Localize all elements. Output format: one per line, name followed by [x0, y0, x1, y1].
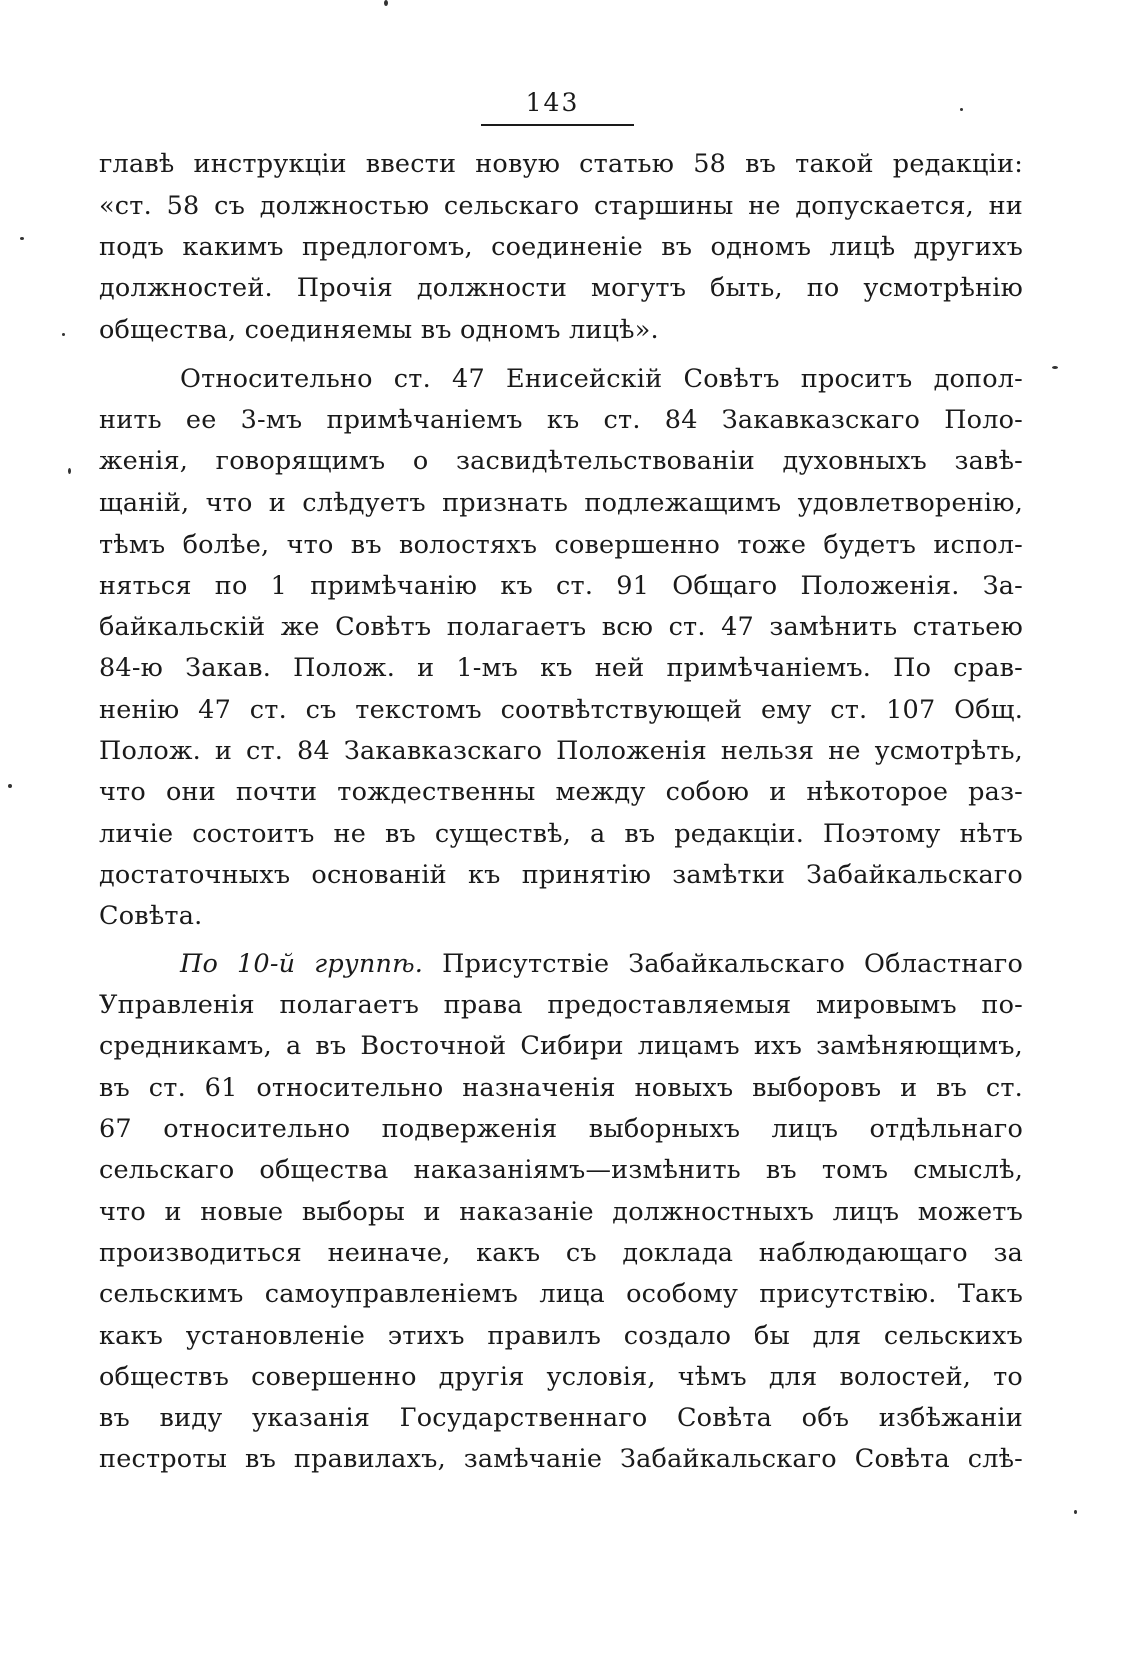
paragraph-3-line: какъ установленіе этихъ правилъ создало бы для сельскихъ: [99, 1321, 1023, 1351]
paragraph-2-line: байкальскій же Совѣтъ полагаетъ всю ст. 47 замѣнить статьею: [99, 612, 1023, 642]
scan-speck: [68, 468, 71, 474]
paragraph-2-line: тѣмъ болѣе, что въ волостяхъ совершенно тоже будетъ испол-: [99, 530, 1023, 560]
scan-speck: [1052, 366, 1058, 369]
paragraph-2-line: Совѣта.: [99, 901, 203, 931]
paragraph-3-line: пестроты въ правилахъ, замѣчаніе Забайкальскаго Совѣта слѣ-: [99, 1444, 1023, 1474]
paragraph-3-first-line-text: Присутствіе Забайкальскаго Областнаго: [442, 949, 1024, 979]
paragraph-1-line: подъ какимъ предлогомъ, соединеніе въ одномъ лицѣ другихъ: [99, 232, 1023, 262]
paragraph-2-line: ненію 47 ст. съ текстомъ соотвѣтствующей ему ст. 107 Общ.: [99, 695, 1023, 725]
paragraph-3-line: производиться неиначе, какъ съ доклада наблюдающаго за: [99, 1238, 1023, 1268]
paragraph-3-line: 67 относительно подверженія выборныхъ лицъ отдѣльнаго: [99, 1114, 1023, 1144]
paragraph-1-line: «ст. 58 съ должностью сельскаго старшины не допускается, ни: [99, 191, 1023, 221]
paragraph-2-line: достаточныхъ основаній къ принятію замѣтки Забайкальскаго: [99, 860, 1023, 890]
paragraph-3-line: въ ст. 61 относительно назначенія новыхъ выборовъ и въ ст.: [99, 1073, 1023, 1103]
paragraph-2-line: женія, говорящимъ о засвидѣтельствованіи духовныхъ завѣ-: [99, 446, 1023, 476]
scan-speck: [384, 0, 388, 6]
paragraph-3-first-line: [180, 945, 1023, 983]
scan-speck: [8, 784, 12, 788]
paragraph-3-line: Управленія полагаетъ права предоставляемыя мировымъ по-: [99, 990, 1023, 1020]
paragraph-2-line: щаній, что и слѣдуетъ признать подлежащимъ удовлетворенію,: [99, 488, 1023, 518]
page-number-rule: [481, 124, 634, 126]
paragraph-2-line: няться по 1 примѣчанію къ ст. 91 Общаго Положенія. За-: [99, 571, 1023, 601]
page-number: 143: [525, 88, 580, 117]
paragraph-2-line: Относительно ст. 47 Енисейскій Совѣтъ проситъ допол-: [180, 364, 1023, 394]
paragraph-2-line: 84-ю Закав. Полож. и 1-мъ къ ней примѣчаніемъ. По срав-: [99, 653, 1023, 683]
paragraph-3-line: сельскимъ самоуправленіемъ лица особому присутствію. Такъ: [99, 1279, 1023, 1309]
paragraph-3-line: обществъ совершенно другія условія, чѣмъ для волостей, то: [99, 1362, 1023, 1392]
paragraph-2-line: Полож. и ст. 84 Закавказскаго Положенія нельзя не усмотрѣть,: [99, 736, 1023, 766]
paragraph-3-line: что и новые выборы и наказаніе должностныхъ лицъ можетъ: [99, 1197, 1023, 1227]
paragraph-2-line: нить ее 3-мъ примѣчаніемъ къ ст. 84 Закавказскаго Поло-: [99, 405, 1023, 435]
scan-speck: [62, 333, 65, 336]
section-heading-inline: По 10-й группѣ.: [180, 949, 424, 979]
paragraph-1-line: общества, соединяемы въ одномъ лицѣ».: [99, 315, 659, 345]
paragraph-2-line: личіе состоитъ не въ существѣ, а въ редакціи. Поэтому нѣтъ: [99, 819, 1023, 849]
paragraph-1-line: должностей. Прочія должности могутъ быть, по усмотрѣнію: [99, 273, 1023, 303]
paragraph-3-line: въ виду указанія Государственнаго Совѣта объ избѣжаніи: [99, 1403, 1023, 1433]
paragraph-2-line: что они почти тождественны между собою и нѣкоторое раз-: [99, 777, 1023, 807]
paragraph-3-line: сельскаго общества наказаніямъ—измѣнить въ томъ смыслѣ,: [99, 1155, 1023, 1185]
scan-speck: [1074, 1510, 1077, 1514]
scan-speck: [960, 108, 963, 111]
paragraph-3-line: средникамъ, а въ Восточной Сибири лицамъ ихъ замѣняющимъ,: [99, 1031, 1023, 1061]
paragraph-1-line: главѣ инструкціи ввести новую статью 58 въ такой редакціи:: [99, 149, 1023, 179]
scan-speck: [20, 237, 24, 240]
